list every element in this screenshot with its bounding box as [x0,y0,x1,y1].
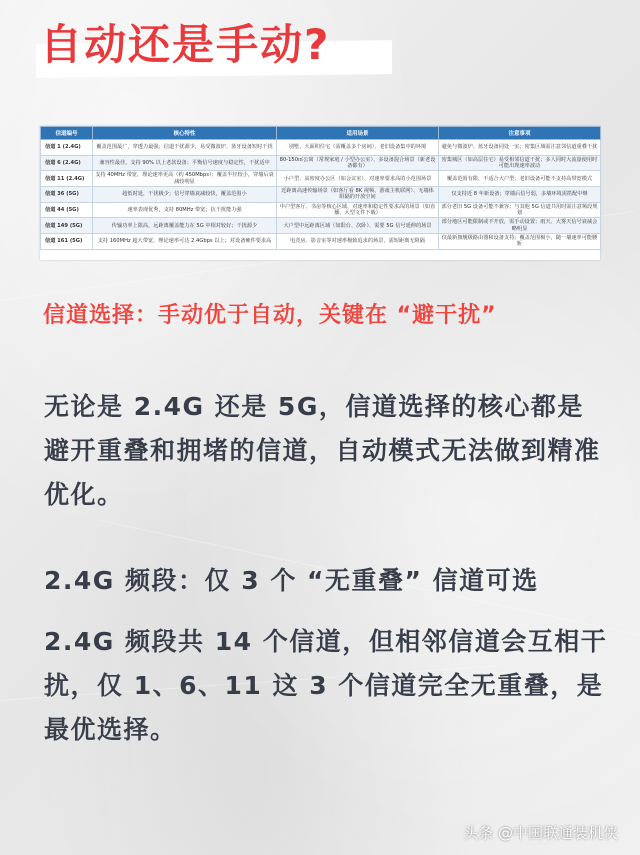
table-header-cell: 信道编号 [41,127,93,140]
table-row [41,202,601,218]
table-cell: 信道 161 (5G) [41,234,93,250]
table-header-cell: 适用场景 [277,127,439,140]
table-cell: 信道 44 (5G) [41,202,93,218]
table-cell: 小户型、高密度办公区（如会议室）、对速率要求高的小范围场景 [277,171,439,187]
table-cell: 近距离高速传输场景（如客厅看 8K 视频、游戏主机联网）、无墙体阻隔的开放空间 [277,187,439,203]
table-cell: 信道 149 (5G) [41,218,93,234]
table-cell: 支持 160MHz 超大带宽，理论速率可达 2.4Gbps 以上；对设备硬件要求高 [93,234,277,250]
table-cell: 仅支持近 8 年新设备；穿墙后信号弱，多墙环境需搭配中继 [439,187,601,203]
table-row [41,234,601,250]
table-cell: 部分老旧 5G 设备可能不兼容；与其他 5G 信道共用时需注意频段规划 [439,202,601,218]
table-cell: 超低时延，干扰极少；信号穿墙衰减较快，覆盖范围小 [93,187,277,203]
table-cell: 大户型中远距离区域（如阳台、次卧）、需要 5G 信号延伸的场景 [277,218,439,234]
table-cell: 电竞房、影音室等对速率极致追求的场景，需短距离无阻隔 [277,234,439,250]
table-cell: 覆盖范围有限，不适合大户型；老旧设备可能不支持高带宽模式 [439,171,601,187]
table-cell: 仅最新旗舰级路由器和设备支持；覆盖范围极小，随一墙速率可能腰斩 [439,234,601,250]
table-header-row [41,127,601,140]
table-header-cell: 注意事项 [439,127,601,140]
table-cell: 支持 40MHz 带宽，理论速率更高（约 450Mbps）；覆盖半径较小，穿墙后衰减较明显 [93,171,277,187]
section-subheading: 信道选择：手动优于自动，关键在 “避干扰” [43,303,497,328]
title-block [36,18,392,70]
table-cell: 别墅、大面积住宅（需覆盖多个房间）、老旧设备集中的环境 [277,140,439,156]
table-cell: 传输功率上限高，远距离覆盖能力在 5G 中相对较好；干扰源少 [93,218,277,234]
body-paragraph: 无论是 2.4G 还是 5G，信道选择的核心都是避开重叠和拥堵的信道，自动模式无法做到精准优化。 [44,392,601,509]
body-paragraph: 2.4G 频段共 14 个信道，但相邻信道会互相干扰，仅 1、6、11 这 3 个信道完全无重叠，是最优选择。 [44,627,608,744]
table-cell: 速率表现优秀，支持 80MHz 带宽；抗干扰能力强 [93,202,277,218]
table-row [41,171,601,187]
body-heading: 2.4G 频段：仅 3 个 “无重叠” 信道可选 [44,566,539,595]
channel-table [40,126,601,250]
watermark: 头条 @中国联通装机侠 [463,824,618,842]
table-header-cell: 核心特性 [93,127,277,140]
table-cell: 兼容性最佳，支持 90% 以上老款设备；平衡信号速度与稳定性，干扰适中 [93,155,277,171]
table-row [41,140,601,156]
table-cell: 80-150㎡公寓（常规家庭 / 小型办公室）、多设备混合场景（新老设备都有） [277,155,439,171]
table-cell: 部分地区可能限制或不开放，需手动设置；雨天、大雾天信号衰减会略明显 [439,218,601,234]
table-row [41,187,601,203]
table-cell: 信道 1 (2.4G) [41,140,93,156]
table-cell: 信道 11 (2.4G) [41,171,93,187]
table-cell: 密集城区（如高层住宅）易受相邻信道干扰；多人同时大流量使用时可能出现速率波动 [439,155,601,171]
table-cell: 避免与微波炉、蓝牙设备同处一室；密集区域需注意邻信道重叠干扰 [439,140,601,156]
table-cell: 覆盖范围最广，穿透力最强；信道干扰源少，易受微波炉、蓝牙设备短时干扰 [93,140,277,156]
table-row [41,218,601,234]
channel-table-image [40,126,600,260]
table-cell: 信道 36 (5G) [41,187,93,203]
table-cell: 信道 6 (2.4G) [41,155,93,171]
table-cell: 中户型客厅、书房等核心区域、对速率和稳定性要求高的场景（如直播、大型文件下载） [277,202,439,218]
page-title: 自动还是手动? [40,20,331,69]
table-row [41,155,601,171]
